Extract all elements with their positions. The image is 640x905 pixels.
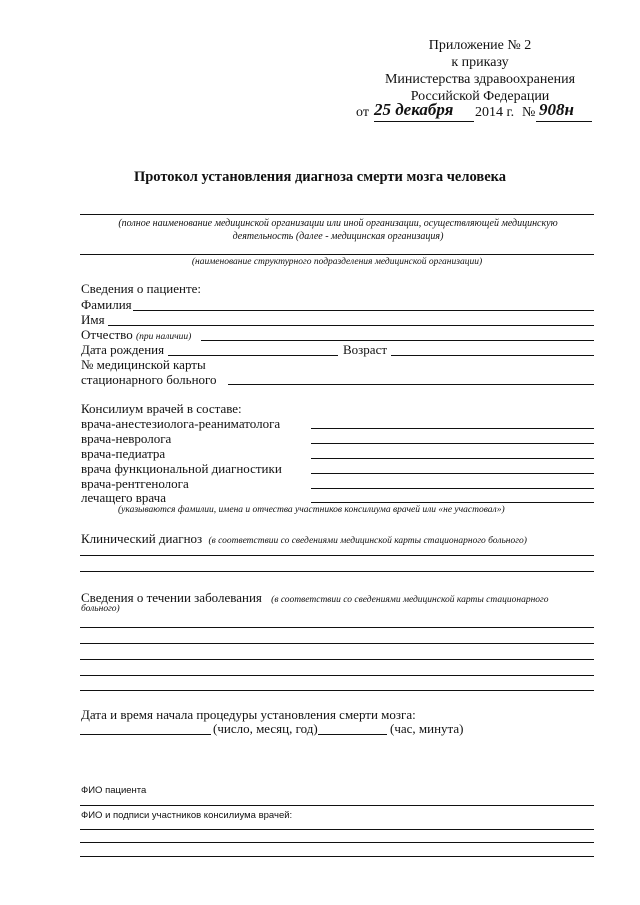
council-fio-label: ФИО и подписи участников консилиума врачей:	[81, 810, 293, 821]
council-note: (указываются фамилии, имена и отчества участников консилиума врачей или «не участовал»)	[118, 505, 505, 515]
council-member-anesthesiologist: врача-анестезиолога-реаниматолога	[81, 416, 281, 431]
council-fio-line-2[interactable]	[80, 842, 594, 843]
surname-label: Фамилия	[81, 297, 132, 312]
age-label: Возраст	[343, 342, 388, 357]
surname-field[interactable]	[133, 310, 594, 311]
birth-date-field[interactable]	[168, 355, 338, 356]
functional-diagnostics-field[interactable]	[311, 473, 594, 474]
department-name-line	[80, 254, 594, 255]
disease-course-line-5[interactable]	[80, 690, 594, 691]
patient-heading: Сведения о пациенте:	[81, 281, 202, 296]
attending-field[interactable]	[311, 502, 594, 503]
name-field[interactable]	[108, 325, 594, 326]
council-member-neurologist: врача-невролога	[81, 431, 172, 446]
order-year: 2014 г.	[475, 105, 515, 120]
patronymic-text: Отчество	[81, 327, 133, 342]
council-heading: Консилиум врачей в составе:	[81, 401, 242, 416]
council-member-attending: лечащего врача	[81, 490, 166, 505]
federation-name: Российской Федерации	[410, 89, 550, 104]
disease-course-text: Сведения о течении заболевания	[81, 590, 262, 605]
pediatrician-field[interactable]	[311, 458, 594, 459]
medical-card-field[interactable]	[228, 384, 594, 385]
patient-fio-label: ФИО пациента	[81, 785, 147, 796]
ministry-name: Министерства здравоохранения	[384, 72, 576, 87]
handwritten-number: 908н	[539, 100, 574, 119]
council-fio-line-3[interactable]	[80, 856, 594, 857]
document-title: Протокол установления диагноза смерти мозга человека	[133, 169, 507, 185]
neurologist-field[interactable]	[311, 443, 594, 444]
date-prefix: от	[356, 105, 369, 120]
procedure-time-field[interactable]	[318, 734, 387, 735]
procedure-date-caption: (число, месяц, год)	[213, 721, 318, 736]
disease-course-note-b: больного)	[81, 604, 120, 614]
clinical-diagnosis-label	[81, 531, 527, 549]
clinical-diagnosis-note: (в соответствии со сведениями медицинской карты стационарного больного)	[208, 536, 527, 546]
appendix-number: Приложение № 2	[428, 38, 532, 53]
disease-course-label	[81, 590, 549, 608]
disease-course-line-1[interactable]	[80, 627, 594, 628]
disease-course-line-2[interactable]	[80, 643, 594, 644]
procedure-time-caption: (час, минута)	[390, 721, 464, 736]
anesthesiologist-field[interactable]	[311, 428, 594, 429]
procedure-date-field[interactable]	[80, 734, 211, 735]
handwritten-date: 25 декабря	[374, 100, 454, 119]
clinical-diagnosis-line-2[interactable]	[80, 571, 594, 572]
council-member-radiologist: врача-рентгенолога	[81, 476, 189, 491]
organization-name-line	[80, 214, 594, 215]
order-reference: к приказу	[451, 55, 509, 70]
birth-date-label: Дата рождения	[81, 342, 165, 357]
council-fio-line-1[interactable]	[80, 829, 594, 830]
disease-course-line-3[interactable]	[80, 659, 594, 660]
disease-course-line-4[interactable]	[80, 675, 594, 676]
disease-course-note-a: (в соответствии со сведениями медицинской карты стационарного	[271, 595, 549, 605]
clinical-diagnosis-text: Клинический диагноз	[81, 531, 203, 546]
council-member-functional-diagnostics: врача функциональной диагностики	[81, 461, 282, 476]
patronymic-note: (при наличии)	[135, 332, 192, 342]
medical-card-label-line1: № медицинской карты	[81, 357, 206, 372]
name-label: Имя	[81, 312, 105, 327]
clinical-diagnosis-line-1[interactable]	[80, 555, 594, 556]
council-member-pediatrician: врача-педиатра	[81, 446, 166, 461]
radiologist-field[interactable]	[311, 488, 594, 489]
number-prefix: №	[522, 105, 536, 120]
department-caption: (наименование структурного подразделения медицинской организации)	[191, 257, 483, 267]
patient-fio-field[interactable]	[80, 805, 594, 806]
organization-caption: (полное наименование медицинской организации или иной организации, осуществляющей медицинскую деятельность (далее - медицинская организация)	[118, 218, 558, 242]
medical-card-label-line2: стационарного больного	[81, 372, 217, 387]
patronymic-field[interactable]	[201, 340, 594, 341]
age-field[interactable]	[391, 355, 594, 356]
procedure-start-label: Дата и время начала процедуры установления смерти мозга:	[81, 707, 416, 722]
